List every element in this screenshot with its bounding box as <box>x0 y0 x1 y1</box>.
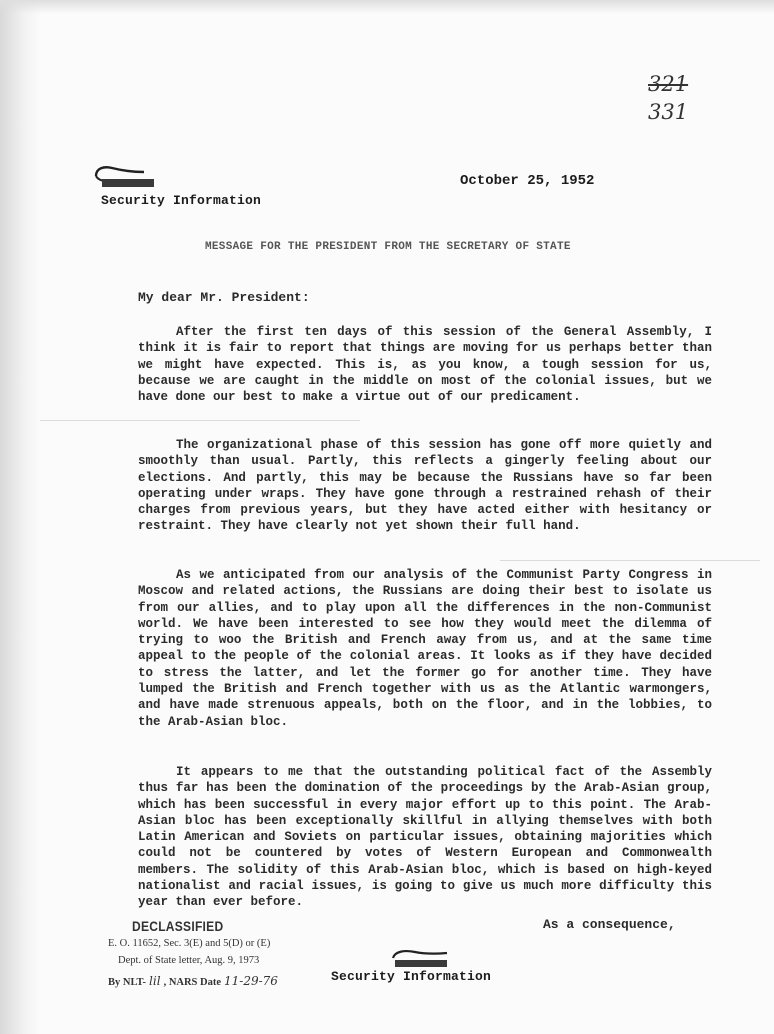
classification-bottom: Security Information <box>331 969 492 984</box>
by-label: By NLT- <box>108 977 147 988</box>
salutation: My dear Mr. President: <box>138 290 310 305</box>
classification-top: Security Information <box>101 193 262 208</box>
redaction-mark-top <box>90 160 160 190</box>
continuation-note: As a consequence, <box>543 917 676 932</box>
paragraph-4: It appears to me that the outstanding political fact of the Assembly thus far has been the domination of the proceedings by the Arab-Asian group, which has been successful in every major effort up to this point. The Arab-Asian bloc has been exceptionally skillful in allying themselves with both Latin American and Soviets on particular issues, obtaining majorities which could not be countered by votes of Western European and Commonwealth members. The solidity of this Arab-Asian bloc, which is based on high-keyed nationalist and racial issues, is going to give us much more difficulty this year than ever before. <box>138 765 712 910</box>
file-number-current: 331 <box>648 100 689 124</box>
paper-crease <box>40 420 360 421</box>
letter-date: October 25, 1952 <box>460 173 595 189</box>
nars-label: , NARS Date <box>163 977 222 988</box>
reviewer-signature: lil <box>149 974 161 988</box>
declassified-title: DECLASSIFIED <box>132 918 224 934</box>
declassification-letter: Dept. of State letter, Aug. 9, 1973 <box>118 955 260 966</box>
nars-date: 11-29-76 <box>224 974 278 988</box>
declassification-signoff <box>108 974 330 988</box>
message-heading: MESSAGE FOR THE PRESIDENT FROM THE SECRETARY OF STATE <box>205 241 571 253</box>
declassification-stamp <box>100 918 330 988</box>
page-shadow-top <box>0 0 774 14</box>
declassification-authority: E. O. 11652, Sec. 3(E) and 5(D) or (E) <box>108 938 271 949</box>
paragraph-3: As we anticipated from our analysis of the Communist Party Congress in Moscow and related actions, the Russians are doing their best to isolate us from our allies, and to play upon all the differences in the non-Communist world. We have been interested to see how they would meet the dilemma of trying to woo the British and French away from us, and at the same time appeal to the people of the colonial areas. It looks as if they have decided to stress the latter, and let the former go for another time. They have lumped the British and French together with us as the Atlantic warmongers, and have made strenuous appeals, both on the floor, and in the lobbies, to the Arab-Asian bloc. <box>138 568 712 729</box>
file-number-struck: 321 <box>648 72 689 96</box>
paragraph-2: The organizational phase of this session has gone off more quietly and smoothly than usual. Partly, this reflects a gingerly feeling about our elections. And partly, this may be because the Russians have so far been operating under wraps. They have gone through a restrained rehash of their charges from previous years, but they have acted either with hesitancy or restraint. They have clearly not yet shown their full hand. <box>138 438 712 534</box>
page-shadow-left <box>0 0 40 1034</box>
paragraph-1: After the first ten days of this session of the General Assembly, I think it is fair to report that things are moving for us perhaps better than we might have expected. This is, as you know, a tough session for us, because we are caught in the middle on most of the colonial issues, but we have done our best to make a virtue out of our predicament. <box>138 325 712 405</box>
paper-crease <box>500 560 760 561</box>
